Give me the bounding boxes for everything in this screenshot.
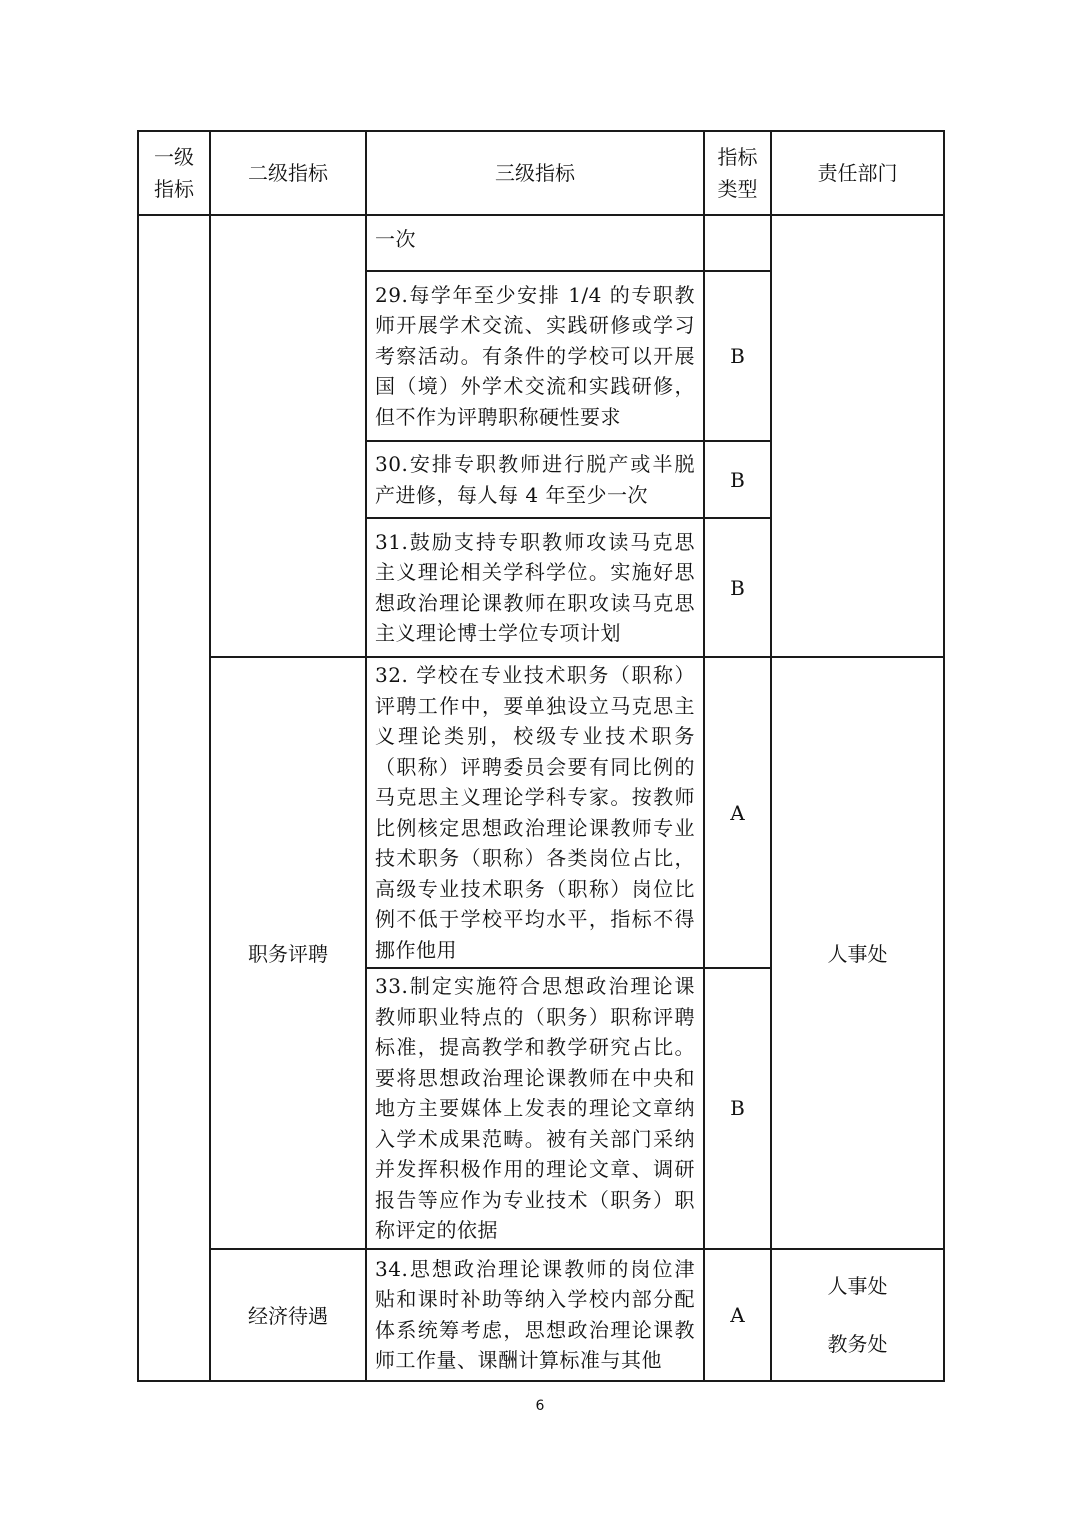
type-cell: B bbox=[704, 518, 771, 657]
level3-cell: 一次 bbox=[366, 215, 704, 271]
type-cell: B bbox=[704, 271, 771, 441]
table-row bbox=[138, 657, 944, 968]
header-level1 bbox=[138, 131, 210, 215]
header-type bbox=[704, 131, 771, 215]
type-cell: A bbox=[704, 1249, 771, 1381]
level3-cell: 34.思想政治理论课教师的岗位津贴和课时补助等纳入学校内部分配体系统筹考虑，思想政治理论课教师工作量、课酬计算标准与其他 bbox=[366, 1249, 704, 1381]
level3-cell: 33.制定实施符合思想政治理论课教师职业特点的（职务）职称评聘标准，提高教学和教学研究占比。要将思想政治理论课教师在中央和地方主要媒体上发表的理论文章纳入学术成果范畴。被有关部门采纳并发挥积极作用的理论文章、调研报告等应作为专业技术（职务）职称评定的依据 bbox=[366, 968, 704, 1249]
header-level1-line2: 指标 bbox=[154, 177, 194, 201]
header-row bbox=[138, 131, 944, 215]
header-level3: 三级指标 bbox=[366, 131, 704, 215]
type-cell: B bbox=[704, 441, 771, 518]
dept-jingji bbox=[771, 1249, 944, 1381]
header-type-line2: 类型 bbox=[717, 177, 758, 201]
level2-jingji: 经济待遇 bbox=[210, 1249, 366, 1381]
level3-cell: 31.鼓励支持专职教师攻读马克思主义理论相关学科学位。实施好思想政治理论课教师在职攻读马克思主义理论博士学位专项计划 bbox=[366, 518, 704, 657]
table-row bbox=[138, 1249, 944, 1381]
dept-jingji-2: 教务处 bbox=[827, 1331, 888, 1356]
level1-cell bbox=[138, 215, 210, 1381]
dept-cell-empty bbox=[771, 215, 944, 657]
header-dept: 责任部门 bbox=[771, 131, 944, 215]
dept-zhiwu: 人事处 bbox=[771, 657, 944, 1249]
header-level1-line1: 一级 bbox=[154, 145, 194, 169]
level3-cell: 32. 学校在专业技术职务（职称）评聘工作中，要单独设立马克思主义理论类别，校级专业技术职务（职称）评聘委员会要有同比例的马克思主义理论学科专家。按教师比例核定思想政治理论课教师专业技术职务（职称）各类岗位占比，高级专业技术职务（职称）岗位比例不低于学校平均水平，指标不得挪作他用 bbox=[366, 657, 704, 968]
level2-cell-empty bbox=[210, 215, 366, 657]
type-cell bbox=[704, 215, 771, 271]
indicator-table bbox=[137, 130, 945, 1382]
level3-cell: 29.每学年至少安排 1/4 的专职教师开展学术交流、实践研修或学习考察活动。有条件的学校可以开展国（境）外学术交流和实践研修，但不作为评聘职称硬性要求 bbox=[366, 271, 704, 441]
header-level2: 二级指标 bbox=[210, 131, 366, 215]
dept-jingji-1: 人事处 bbox=[827, 1273, 888, 1298]
table-row bbox=[138, 215, 944, 271]
level2-zhiwu: 职务评聘 bbox=[210, 657, 366, 1249]
level3-cell: 30.安排专职教师进行脱产或半脱产进修，每人每 4 年至少一次 bbox=[366, 441, 704, 518]
type-cell: A bbox=[704, 657, 771, 968]
header-type-line1: 指标 bbox=[717, 145, 758, 169]
type-cell: B bbox=[704, 968, 771, 1249]
page-number: 6 bbox=[535, 1398, 545, 1414]
